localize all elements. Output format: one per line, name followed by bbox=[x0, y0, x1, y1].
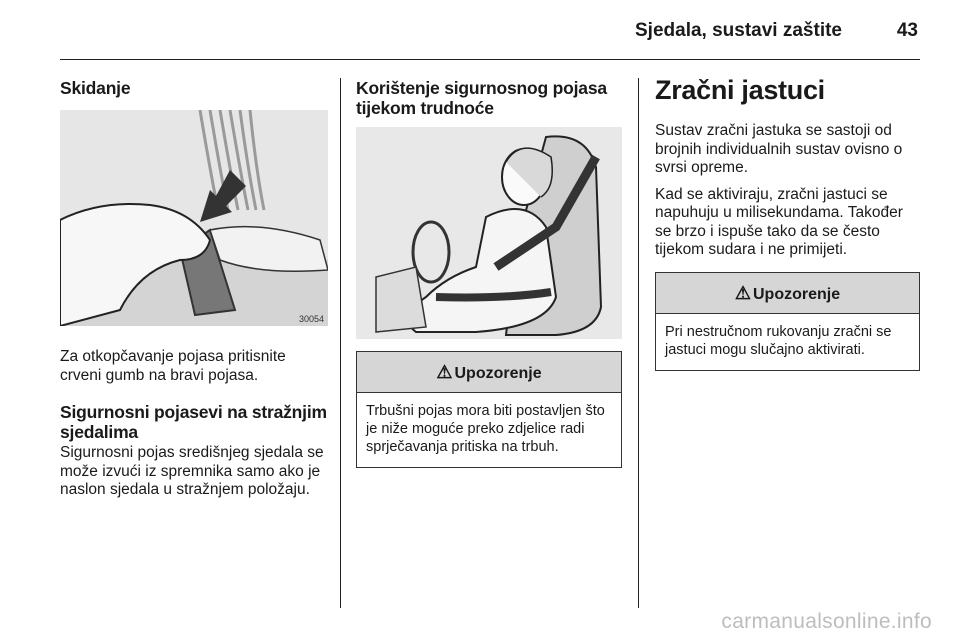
column-divider-right bbox=[638, 78, 639, 608]
warning-text: Trbušni pojas mora biti postavljen što je niže moguće preko zdjelice radi sprječavanja pritiska na trbuh. bbox=[366, 403, 605, 455]
section-heading-unbuckling: Skidanje bbox=[60, 78, 131, 98]
warning-text: Pri nestručnom rukovanju zračni se jastuci mogu slučajno aktivirati. bbox=[665, 323, 892, 358]
unbuckling-text: Za otkopčavanje pojasa pritisnite crveni gumb na bravi pojasa. bbox=[60, 348, 286, 384]
warning-triangle-icon: ⚠ bbox=[436, 362, 453, 382]
column-divider-left bbox=[340, 78, 341, 608]
warning-title: Upozorenje bbox=[753, 285, 841, 303]
warning-box-airbags bbox=[655, 272, 920, 371]
warning-box-pregnancy bbox=[356, 351, 622, 468]
warning-title: Upozorenje bbox=[454, 365, 542, 382]
warning-header bbox=[357, 352, 621, 393]
figure-pregnant-belt bbox=[356, 127, 622, 339]
column-right bbox=[655, 74, 920, 371]
section-heading-airbags: Zračni jastuci bbox=[655, 75, 825, 105]
warning-header bbox=[656, 273, 919, 314]
page-number: 43 bbox=[896, 20, 918, 41]
rear-belts-text: Sigurnosni pojas središnjeg sjedala se može izvući iz spremnika samo ako je naslon sjedala u stražnjem položaju. bbox=[60, 444, 324, 498]
airbags-text-1: Sustav zračni jastuka se sastoji od brojnih individualnih sustav ovisno o svrsi opreme. bbox=[655, 122, 903, 176]
header-divider bbox=[60, 59, 920, 60]
figure-code: 30054 bbox=[298, 314, 324, 324]
column-left bbox=[60, 74, 328, 500]
section-heading-pregnancy: Korištenje sigurnosnog pojasa tijekom trudnoće bbox=[356, 78, 607, 118]
warning-triangle-icon: ⚠ bbox=[734, 282, 751, 303]
pregnant-seatbelt-illustration bbox=[356, 127, 622, 339]
airbags-text-2: Kad se aktiviraju, zračni jastuci se napuhuju u milisekundama. Također se brzo i ispuše tako da se često tijekom sudara i ne primijeti. bbox=[655, 185, 903, 258]
buckle-release-illustration bbox=[60, 110, 328, 326]
figure-buckle-release bbox=[60, 110, 328, 326]
column-middle bbox=[356, 74, 622, 468]
page-header-title: Sjedala, sustavi zaštite bbox=[635, 20, 842, 41]
watermark: carmanualsonline.info bbox=[721, 610, 932, 633]
section-heading-rear-belts: Sigurnosni pojasevi na stražnjim sjedalima bbox=[60, 402, 327, 442]
